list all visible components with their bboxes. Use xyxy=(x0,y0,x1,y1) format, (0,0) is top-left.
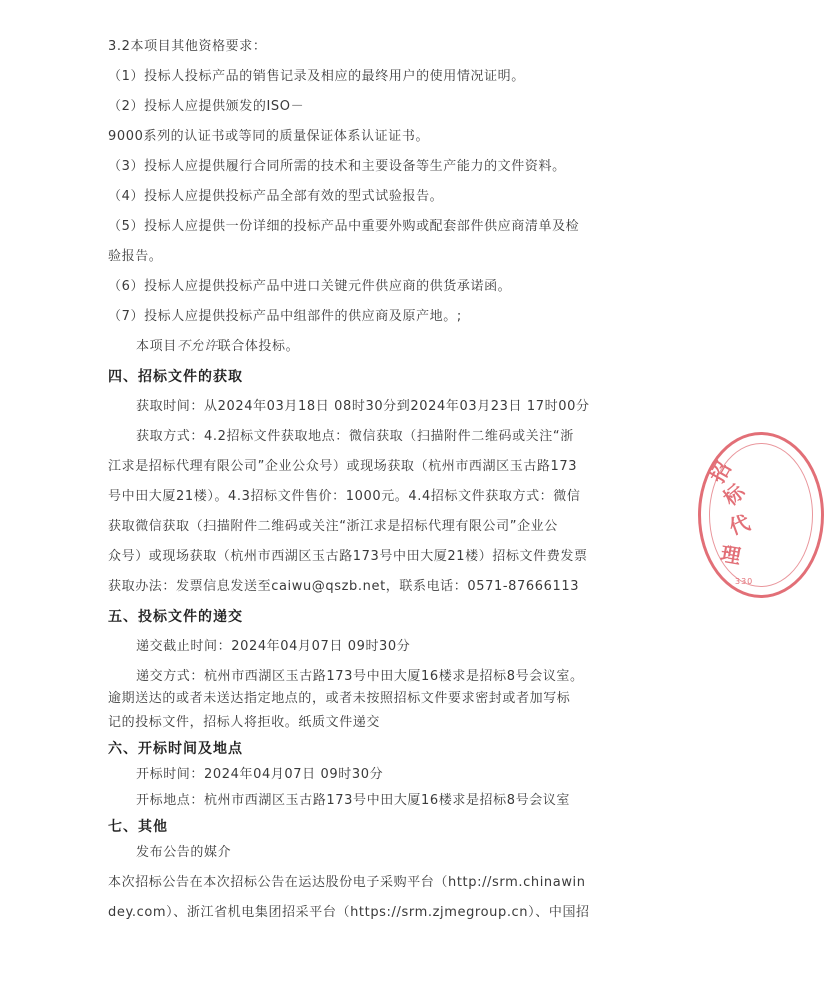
acquire-method-cont-5: 获取办法：发票信息发送至caiwu@qszb.net，联系电话：0571-87666113 xyxy=(108,579,580,594)
seal-code: 330 xyxy=(735,577,754,586)
requirement-2: （2）投标人应提供颁发的ISO－ xyxy=(108,99,305,114)
acquire-method-cont-4: 众号）或现场获取（杭州市西湖区玉古路173号中田大厦21楼）招标文件费发票 xyxy=(108,549,588,564)
requirement-6: （6）投标人应提供投标产品中进口关键元件供应商的供货承诺函。 xyxy=(108,279,512,294)
media-heading: 发布公告的媒介 xyxy=(136,845,232,860)
requirement-5-cont: 验报告。 xyxy=(108,249,163,264)
opening-time: 开标时间：2024年04月07日 09时30分 xyxy=(136,767,384,782)
opening-place: 开标地点：杭州市西湖区玉古路173号中田大厦16楼求是招标8号会议室 xyxy=(136,793,571,808)
acquire-method-cont-2: 号中田大厦21楼）。4.3招标文件售价：1000元。4.4招标文件获取方式：微信 xyxy=(108,489,581,504)
consortium-suffix: 联合体投标。 xyxy=(217,339,300,354)
acquire-method: 获取方式：4.2招标文件获取地点：微信获取（扫描附件二维码或关注“浙 xyxy=(136,429,574,444)
submit-deadline: 递交截止时间：2024年04月07日 09时30分 xyxy=(136,639,411,654)
seal-glyph: 理 xyxy=(718,541,743,569)
requirement-4: （4）投标人应提供投标产品全部有效的型式试验报告。 xyxy=(108,189,444,204)
requirement-2-cont: 9000系列的认证书或等同的质量保证体系认证证书。 xyxy=(108,129,430,144)
submit-method: 递交方式：杭州市西湖区玉古路173号中田大厦16楼求是招标8号会议室。 xyxy=(136,669,584,684)
requirement-1: （1）投标人投标产品的销售记录及相应的最终用户的使用情况证明。 xyxy=(108,69,525,84)
submit-method-cont-2: 记的投标文件，招标人将拒收。纸质文件递交 xyxy=(108,715,381,730)
consortium-note xyxy=(136,338,299,356)
section-5-heading: 五、投标文件的递交 xyxy=(108,609,243,625)
consortium-prefix: 本项目 xyxy=(136,339,177,354)
qualification-heading: 3.2本项目其他资格要求： xyxy=(108,39,267,54)
acquire-time: 获取时间：从2024年03月18日 08时30分到2024年03月23日 17时00分 xyxy=(136,399,590,414)
consortium-status: 不允许 xyxy=(176,339,218,354)
media-text-1: 本次招标公告在本次招标公告在运达股份电子采购平台（http://srm.chinawin xyxy=(108,875,586,890)
red-seal-stamp xyxy=(698,432,824,598)
seal-glyph: 招 xyxy=(704,457,736,487)
requirement-7: （7）投标人应提供投标产品中组部件的供应商及原产地。; xyxy=(108,309,462,324)
seal-glyph: 代 xyxy=(726,510,754,540)
media-text-2: dey.com）、浙江省机电集团招采平台（https://srm.zjmegroup.cn）、中国招 xyxy=(108,905,590,920)
seal-glyph: 标 xyxy=(718,479,750,511)
section-4-heading: 四、招标文件的获取 xyxy=(108,369,243,385)
requirement-5: （5）投标人应提供一份详细的投标产品中重要外购或配套部件供应商清单及检 xyxy=(108,219,580,234)
section-7-heading: 七、其他 xyxy=(108,819,168,835)
acquire-method-cont-3: 获取微信获取（扫描附件二维码或关注“浙江求是招标代理有限公司”企业公 xyxy=(108,519,558,534)
submit-method-cont-1: 逾期送达的或者未送达指定地点的，或者未按照招标文件要求密封或者加写标 xyxy=(108,691,571,706)
section-6-heading: 六、开标时间及地点 xyxy=(108,741,243,757)
acquire-method-cont-1: 江求是招标代理有限公司”企业公众号）或现场获取（杭州市西湖区玉古路173 xyxy=(108,459,578,474)
requirement-3: （3）投标人应提供履行合同所需的技术和主要设备等生产能力的文件资料。 xyxy=(108,159,566,174)
